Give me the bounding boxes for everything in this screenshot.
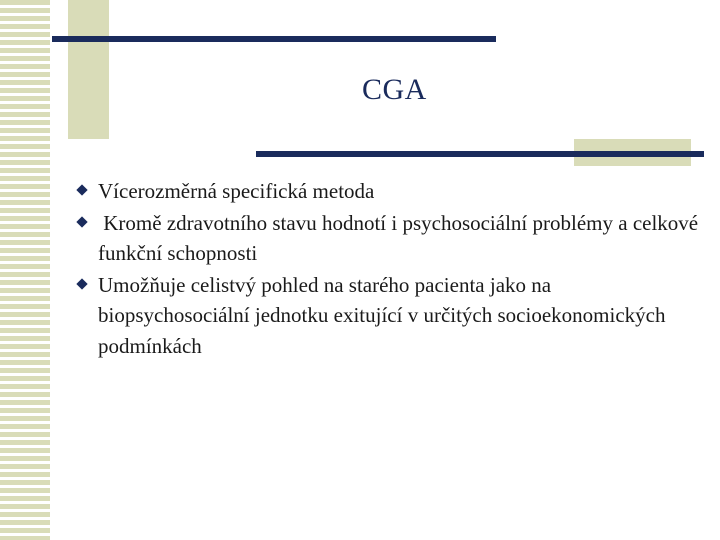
bullet-text: Kromě zdravotního stavu hodnotí i psychosociální problémy a celkové funkční schopnosti [98,210,704,265]
list-item [76,208,706,269]
diamond-bullet-icon [76,216,87,227]
left-stripe-decoration [0,0,50,540]
bullet-list [76,176,706,362]
list-item [76,176,706,207]
bullet-text: Umožňuje celistvý pohled na starého pacienta jako na biopsychosociální jednotku exitující v určitých socioekonomických podmínkách [98,272,666,358]
top-block-decoration [68,0,109,139]
title-bottom-rule [256,151,704,157]
list-item [76,270,706,362]
bullet-text: Vícerozměrná specifická metoda [98,179,375,203]
title-top-rule [52,36,496,42]
diamond-bullet-icon [76,278,87,289]
slide-title: CGA [362,73,427,106]
diamond-bullet-icon [76,184,87,195]
